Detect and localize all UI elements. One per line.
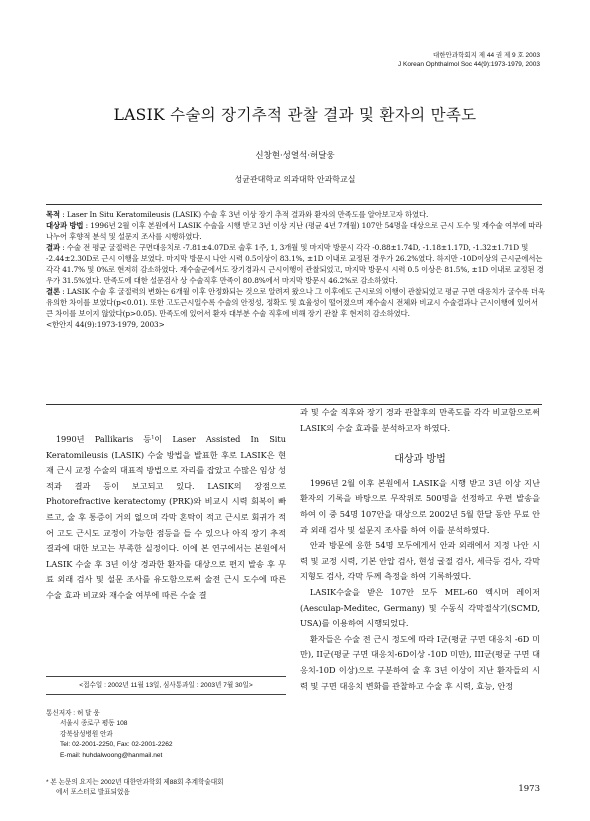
notes-top-rule: [46, 676, 286, 677]
methods-text: : 1996년 2월 이후 본원에서 LASIK 수술을 시행 받고 3년 이상 지난 (평균 4년 7개월) 107안 54명을 대상으로 근시 도수 및 재수술 여부에 따라 나누어 후향적 분석 및 설문지 조사를 시행하였다.: [46, 221, 543, 242]
reference-marker: 1: [151, 434, 155, 441]
notes-mid-rule: [46, 694, 286, 695]
intro-text-rest: 이 Laser Assisted In Situ Keratomileusis (LASIK) 수술 방법을 발표한 후로 LASIK은 현재 근시 교정 수술의 대표적 방법으로 자리를 잡았고 수많은 임상 성적과 결과 등이 보고되고 있다. LASIK의 장점으로 Photorefractive keratectomy (PRK)와 비교시 시력 회복이 빠르고, 술 후 통증이 거의 없으며 각막 혼탁이 적고 근시로 회귀가 적어 고도 근시도 교정이 가능한 점등을 들 수 있으나 아직 장기 추적 결과에 대한 보고는 부족한 실정이다. 이에 본 연구에서는 본원에서 LASIK 수술 후 3년 이상 경과한 환자를 대상으로 편지 발송 후 무료 외래 검사 및 설문 조사를 유도함으로써 술전 근시 도수에 따른 수술 효과 비교와 재수술 여부에 따른 수술 결: [46, 434, 286, 600]
conclusion-label: 결론: [46, 287, 60, 297]
correspondence-address: 서울시 종로구 평동 108: [60, 720, 128, 728]
abstract-top-rule: [46, 204, 542, 205]
footnote: [46, 778, 286, 799]
page-number: 1973: [518, 784, 540, 794]
journal-header-english: J Korean Ophthalmol Soc 44(9):1973-1979, 2003: [397, 61, 540, 68]
methods-paragraph-3: LASIK수술을 받은 107안 모두 MEL-60 엑시머 레이저(Aesculap-Meditec, Germany) 및 수동식 각막절삭기(SCMD, USA)를 이용하여 시행되었다.: [300, 586, 540, 629]
correspondence-email: E-mail: huhdalwoong@hanmail.net: [60, 751, 163, 759]
intro-text-start: 1990년 Pallikaris 등: [55, 434, 152, 444]
section-heading-methods: 대상과 방법: [394, 454, 446, 466]
left-column: [46, 432, 286, 604]
correspondence: [46, 709, 286, 761]
right-column: [300, 405, 540, 694]
results-text: : 수술 전 평균 굴절력은 구면대응치로 -7.81±4.07D로 술후 1주, 1, 3개월 및 마지막 방문시 각각 -0.88±1.74D, -1.18±1.17D, -1.32±1.71D 및 -2.44±2.30D로 근시 이행을 보였다. 마지막 방문시 나안 시력 0.5이상이 83.1%, ±1D 이내로 교정된 경우가 26.2%였다. 하지만 -10D이상의 근시군에서는 각각 41.7% 및 0%로 현저히 감소하였다. 재수술군에서도 장기경과시 근시이행이 관찰되었고, 마지막 방문시 시력 0.5 이상은 81.5%, ±1D 이내로 교정된 경우가 31.5%였다. 만족도에 대한 설문검사 상 수술직후 만족이 80.8%에서 마지막 방문시 46.2%로 감소하였다.: [46, 243, 544, 286]
paper-title: LASIK 수술의 장기추적 관찰 결과 및 환자의 만족도: [113, 106, 477, 124]
methods-paragraph-1: 1996년 2월 이후 본원에서 LASIK을 시행 받고 3년 이상 지난 환자의 기록을 바탕으로 무작위로 500명을 선정하고 우편 발송을 하여 이 중 54명 107안을 대상으로 2002년 5월 한달 동안 무료 안과 외래 검사 및 설문지 조사를 하여 이를 분석하였다.: [300, 477, 540, 535]
journal-header: [398, 51, 540, 69]
methods-paragraph-4: 환자들은 수술 전 근시 정도에 따라 I군(평균 구면 대응치 -6D 미만), II군(평균 구면 대응치-6D이상 -10D 미만), III군(평균 구면 대응치-10D 이상)으로 구분하여 술 후 3년 이상이 지난 환자들의 시력 및 구면 대응치 변화를 관찰하고 수술 후 시력, 효능, 안정: [300, 633, 540, 691]
conclusion-text: : LASIK 수술 후 굴절력의 변화는 6개월 이후 안정화되는 것으로 알려져 왔으나 그 이후에도 근시로의 이행이 관찰되었고 평균 구면 대응치가 굴수록 더욱 유의한 차이를 보였다(p<0.01). 또한 고도근시일수록 수술의 안정성, 정확도 및 효율성이 떨어졌으며 재수술시 전체와 비교시 수술결과나 근시이행에 있어서 큰 차이를 보이지 않았다(p>0.05). 만족도에 있어서 환자 대부분 수술 직후에 비해 장기 관찰 후 현저히 감소하였다.: [46, 287, 545, 319]
abstract-citation: <한안지 44(9):1973-1979, 2003>: [46, 320, 165, 330]
abstract-methods: [46, 220, 546, 242]
purpose-text: : Laser In Situ Keratomileusis (LASIK) 수술 후 3년 이상 장기 추적 결과와 환자의 만족도를 알아보고자 하였다.: [60, 210, 429, 219]
abstract-conclusion: [46, 286, 546, 319]
abstract: [46, 209, 546, 331]
intro-paragraph: [46, 432, 286, 604]
methods-label: 대상과 방법: [46, 221, 84, 231]
correspondence-label: 통신저자 : 허 달 웅: [46, 710, 100, 717]
authors: 신창현·성열석·허달웅: [255, 151, 335, 161]
methods-paragraph-2: 안과 방문에 응한 54명 모두에게서 안과 외래에서 지정 나안 시력 및 교정 시력, 기본 안압 검사, 현성 굴절 검사, 세극등 검사, 각막 지형도 검사, 각막 두께 측정을 하여 기록하였다.: [300, 540, 540, 582]
correspondence-phone: Tel: 02-2001-2250, Fax: 02-2001-2262: [60, 741, 173, 749]
journal-header-korean: 대한안과학회지 제 44 권 제 9 호 2003: [432, 52, 540, 59]
received-date: <접수일 : 2002년 11월 13일, 심사통과일 : 2003년 7월 30일>: [79, 682, 253, 689]
abstract-results: [46, 242, 546, 286]
correspondence-hospital: 강북삼성병원 안과: [60, 730, 113, 738]
affiliation: 성균관대학교 의과대학 안과학교실: [234, 175, 356, 184]
abstract-purpose: [46, 209, 546, 220]
footnote-line-1: * 본 논문의 요지는 2002년 대한안과학회 제88회 추계학술대회: [46, 779, 224, 786]
intro-continued: 과 및 수술 직후와 장기 경과 관찰후의 만족도를 각각 비교함으로써 LASIK의 수술 효과를 분석하고자 하였다.: [300, 407, 540, 433]
footnote-line-2: 에서 포스터로 발표되었음: [56, 789, 130, 797]
purpose-label: 목적: [46, 210, 60, 219]
results-label: 결과: [46, 243, 60, 253]
